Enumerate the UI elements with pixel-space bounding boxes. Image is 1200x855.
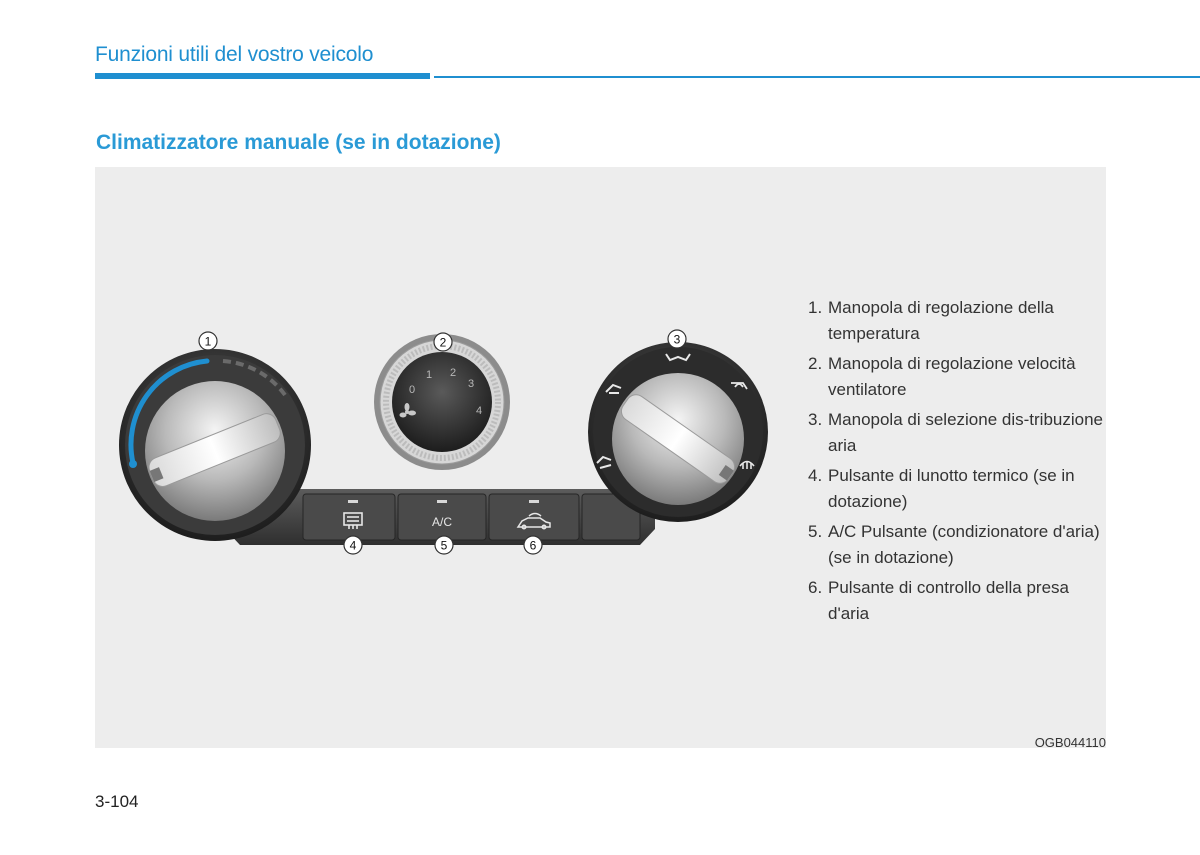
temperature-knob[interactable] bbox=[119, 349, 311, 541]
legend-item bbox=[808, 463, 1108, 515]
fan-scale-4: 4 bbox=[476, 405, 483, 417]
callout-4-label: 4 bbox=[349, 538, 357, 553]
legend-item-number: 5. bbox=[808, 522, 823, 541]
legend-item-number: 4. bbox=[808, 466, 823, 485]
legend-item bbox=[808, 519, 1108, 571]
fan-scale-3: 3 bbox=[468, 378, 475, 390]
callout-2-label: 2 bbox=[439, 335, 447, 350]
callout-6-label: 6 bbox=[529, 538, 537, 553]
callout-1-label: 1 bbox=[204, 334, 212, 349]
legend-item-text: Manopola di regolazione velocità ventilatore bbox=[828, 354, 1076, 399]
fan-scale-2: 2 bbox=[450, 367, 457, 379]
climate-panel-illustration bbox=[95, 167, 795, 748]
legend-item-number: 2. bbox=[808, 354, 823, 373]
section-title: Climatizzatore manuale (se in dotazione) bbox=[96, 131, 501, 154]
legend-item-text: A/C Pulsante (condizionatore d'aria) (se in dotazione) bbox=[828, 522, 1100, 567]
fan-scale-1: 1 bbox=[426, 369, 433, 381]
legend-item bbox=[808, 351, 1108, 403]
legend-item bbox=[808, 295, 1108, 347]
header-rule-thick bbox=[95, 73, 430, 79]
legend-item-number: 6. bbox=[808, 578, 823, 597]
chapter-title: Funzioni utili del vostro veicolo bbox=[95, 43, 374, 66]
callout-4 bbox=[344, 536, 362, 554]
air-distribution-knob[interactable] bbox=[588, 342, 768, 522]
callout-6 bbox=[524, 536, 542, 554]
figure-code: OGB044110 bbox=[1034, 735, 1106, 750]
legend-list bbox=[808, 295, 1108, 631]
callout-5-label: 5 bbox=[440, 538, 448, 553]
callout-2 bbox=[434, 333, 452, 351]
callout-1 bbox=[199, 332, 217, 350]
fan-scale-0: 0 bbox=[409, 384, 416, 396]
legend-item-number: 1. bbox=[808, 298, 823, 317]
fan-speed-knob[interactable] bbox=[374, 334, 510, 470]
callout-3-label: 3 bbox=[673, 332, 681, 347]
legend-item bbox=[808, 575, 1108, 627]
callout-3 bbox=[668, 330, 686, 348]
legend-item-text: Pulsante di lunotto termico (se in dotazione) bbox=[828, 466, 1075, 511]
legend-item-text: Manopola di selezione dis-tribuzione aria bbox=[828, 410, 1103, 455]
legend-item bbox=[808, 407, 1108, 459]
page-number: 3-104 bbox=[95, 792, 139, 811]
header-rule-thin bbox=[434, 76, 1200, 78]
figure-panel bbox=[95, 167, 1106, 748]
legend-item-text: Manopola di regolazione della temperatura bbox=[828, 298, 1054, 343]
legend-item-text: Pulsante di controllo della presa d'aria bbox=[828, 578, 1069, 623]
ac-button-label: A/C bbox=[431, 515, 453, 529]
legend-item-number: 3. bbox=[808, 410, 823, 429]
callout-5 bbox=[435, 536, 453, 554]
